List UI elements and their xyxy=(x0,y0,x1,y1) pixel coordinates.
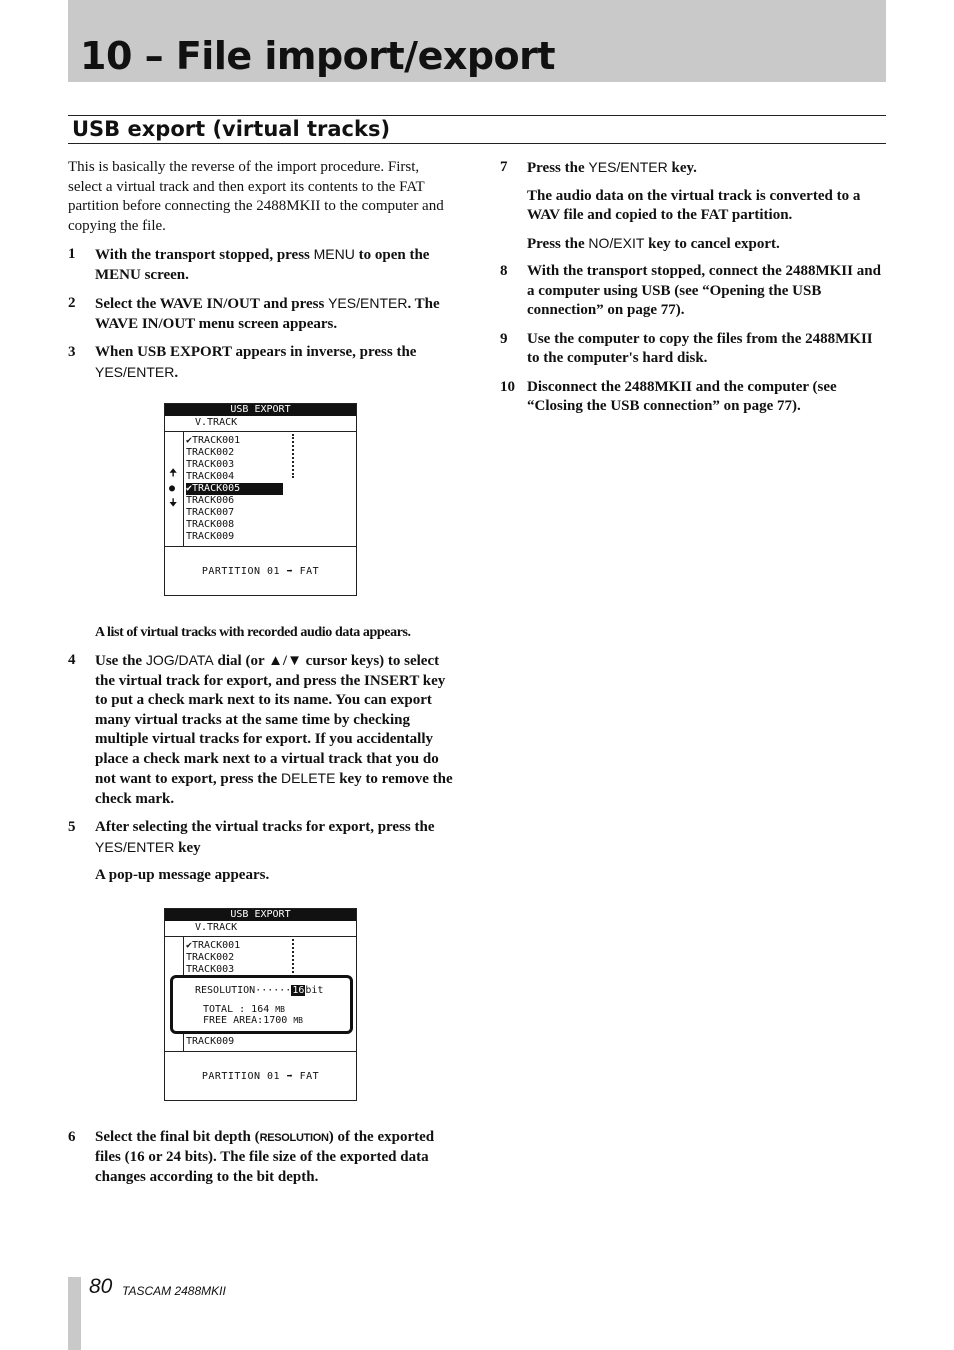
step-text: With the transport stopped, press xyxy=(95,247,314,263)
lcd-divider xyxy=(165,546,356,547)
step-text: With the transport stopped, connect the 2488MKII and a computer using USB (see “Opening the USB connection” on page 77). xyxy=(527,263,881,318)
lcd-footer: PARTITION 01 ➡ FAT xyxy=(201,1070,320,1082)
total-value: 164 xyxy=(251,1003,270,1015)
lcd-track-row: TRACK003 xyxy=(186,459,235,470)
resolution-label: RESOLUTION······ xyxy=(195,984,292,996)
step-9 xyxy=(500,330,886,369)
key-name: NO/EXIT xyxy=(588,234,645,251)
step-5 xyxy=(68,818,456,858)
key-name: YES/ENTER xyxy=(588,159,668,175)
lcd-track-row-selected: ✔TRACK005 xyxy=(186,483,283,495)
step-text: Select the WAVE IN/OUT and press xyxy=(95,296,329,312)
key-name: JOG/DATA xyxy=(145,652,214,668)
step-text: Use the computer to copy the files from the 2488MKII to the computer's hard disk. xyxy=(527,330,873,366)
key-name: MENU xyxy=(313,246,355,262)
lcd-track-row: ✔TRACK001 xyxy=(186,939,241,951)
footer-product-name: TASCAM 2488MKII xyxy=(122,1284,226,1298)
step-text: After selecting the virtual tracks for export, press the xyxy=(95,819,435,835)
total-label: TOTAL : xyxy=(203,1003,252,1015)
step-number: 7 xyxy=(500,159,508,175)
resolution-unit: bit xyxy=(305,984,324,996)
step-7-cancel-note xyxy=(500,234,886,255)
step-text: Disconnect the 2488MKII and the computer (see “Closing the USB connection” on page 77). xyxy=(527,378,837,414)
step-number: 1 xyxy=(68,246,76,262)
lcd-track-row: TRACK002 xyxy=(186,951,235,963)
free-area-unit: MB xyxy=(293,1015,303,1025)
lcd-track-row: TRACK002 xyxy=(186,447,235,458)
chapter-header-bar xyxy=(68,0,886,82)
step-1 xyxy=(68,245,456,285)
step-text: . xyxy=(174,364,179,381)
step-text: Select the final bit depth ( xyxy=(95,1128,260,1145)
scroll-up-icon: 🠉 xyxy=(169,468,178,479)
lcd-column-header: V.TRACK xyxy=(195,921,238,933)
lcd-track-row: TRACK009 xyxy=(186,1035,235,1047)
resolution-value[interactable]: 16 xyxy=(292,984,305,996)
lcd-divider xyxy=(165,936,356,937)
step-number: 10 xyxy=(500,378,515,395)
chapter-title: 10 – File import/export xyxy=(80,34,556,78)
step-text: . The WAVE IN/OUT menu screen appears. xyxy=(95,296,440,332)
step-6 xyxy=(68,1128,456,1188)
step-text: key to remove the check mark. xyxy=(95,771,453,807)
key-name: YES/ENTER xyxy=(328,295,408,311)
lcd-title: USB EXPORT xyxy=(165,404,356,416)
step-5-result: A pop-up message appears. xyxy=(95,867,270,883)
lcd-title: USB EXPORT xyxy=(165,909,356,921)
step-number: 4 xyxy=(68,652,76,668)
lcd-footer: PARTITION 01 ➡ FAT xyxy=(201,566,320,577)
lcd-track-row: TRACK006 xyxy=(186,495,235,506)
step-number: 9 xyxy=(500,330,508,347)
step-text: When USB EXPORT appears in inverse, press the xyxy=(95,344,417,360)
left-column xyxy=(68,158,456,1187)
lcd-track-row: ✔TRACK001 xyxy=(186,435,241,446)
lcd-divider xyxy=(183,431,184,546)
intro-paragraph: This is basically the reverse of the import procedure. First, select a virtual track and then export its contents to the FAT partition before connecting the 2488MKII to the computer and copying the file. xyxy=(68,159,444,234)
step-text: to open the MENU screen. xyxy=(95,247,430,283)
key-name: RESOLUTION xyxy=(259,1131,329,1144)
step-text: key to cancel export. xyxy=(644,235,780,252)
step-text: Press the xyxy=(527,235,589,252)
page-number: 80 xyxy=(89,1275,113,1298)
step-2 xyxy=(68,294,456,334)
lcd-screen-track-list xyxy=(164,403,357,596)
key-name: DELETE xyxy=(280,770,336,786)
lcd-track-row: TRACK003 xyxy=(186,963,235,975)
step-8 xyxy=(500,262,886,321)
section-rule-top xyxy=(68,115,886,116)
lcd-dotted-divider xyxy=(292,434,294,478)
lcd-divider xyxy=(165,1051,356,1052)
step-number: 5 xyxy=(68,819,76,835)
lcd-dotted-divider xyxy=(292,939,294,973)
step-text: dial (or ▲/▼ cursor keys) to select the virtual track for export, and press the INSERT key to put a check mark next to its name. You can export many virtual tracks at the same time by checking multiple virtual tracks for export. If you accidentally place a check mark next to a virtual track that you do not want to export, press the xyxy=(95,653,446,787)
free-area-label: FREE AREA: xyxy=(203,1014,264,1026)
section-rule-bottom xyxy=(68,143,886,144)
lcd-screen-popup xyxy=(164,908,357,1101)
lcd-track-row: TRACK004 xyxy=(186,471,235,482)
cursor-dot-icon: ● xyxy=(169,483,176,494)
lcd-track-row: TRACK007 xyxy=(186,507,235,518)
key-name: YES/ENTER xyxy=(95,838,175,855)
step-7 xyxy=(500,158,886,179)
popup-total-row xyxy=(203,1004,285,1015)
popup-free-row xyxy=(203,1015,303,1026)
lcd-track-row: TRACK008 xyxy=(186,519,235,530)
step-number: 3 xyxy=(68,344,76,360)
step-text: Press the xyxy=(527,160,589,176)
step-number: 6 xyxy=(68,1128,76,1145)
step-text: key. xyxy=(667,160,697,176)
free-area-value: 1700 xyxy=(263,1014,288,1026)
key-name: YES/ENTER xyxy=(95,363,175,380)
lcd-divider xyxy=(165,431,356,432)
resolution-popup xyxy=(170,975,353,1034)
figure-caption: A list of virtual tracks with recorded audio data appears. xyxy=(95,625,411,640)
lcd-column-header: V.TRACK xyxy=(195,417,238,428)
popup-resolution-row xyxy=(195,985,323,996)
step-4 xyxy=(68,651,456,809)
step-7-result: The audio data on the virtual track is converted to a WAV file and copied to the FAT partition. xyxy=(527,187,861,223)
scroll-down-icon: 🠋 xyxy=(169,498,178,509)
right-column xyxy=(500,158,886,417)
step-number: 8 xyxy=(500,263,508,279)
step-text: key xyxy=(174,839,201,856)
step-text: Use the xyxy=(95,653,146,669)
step-number: 2 xyxy=(68,295,76,311)
total-unit: MB xyxy=(275,1004,285,1014)
step-text: ) of the exported files (16 or 24 bits). The file size of the exported data changes according to the bit depth. xyxy=(95,1128,435,1185)
step-3 xyxy=(68,343,456,383)
section-title: USB export (virtual tracks) xyxy=(72,117,391,141)
footer-bar xyxy=(68,1277,81,1350)
step-10 xyxy=(500,378,886,417)
lcd-track-row: TRACK009 xyxy=(186,531,235,542)
